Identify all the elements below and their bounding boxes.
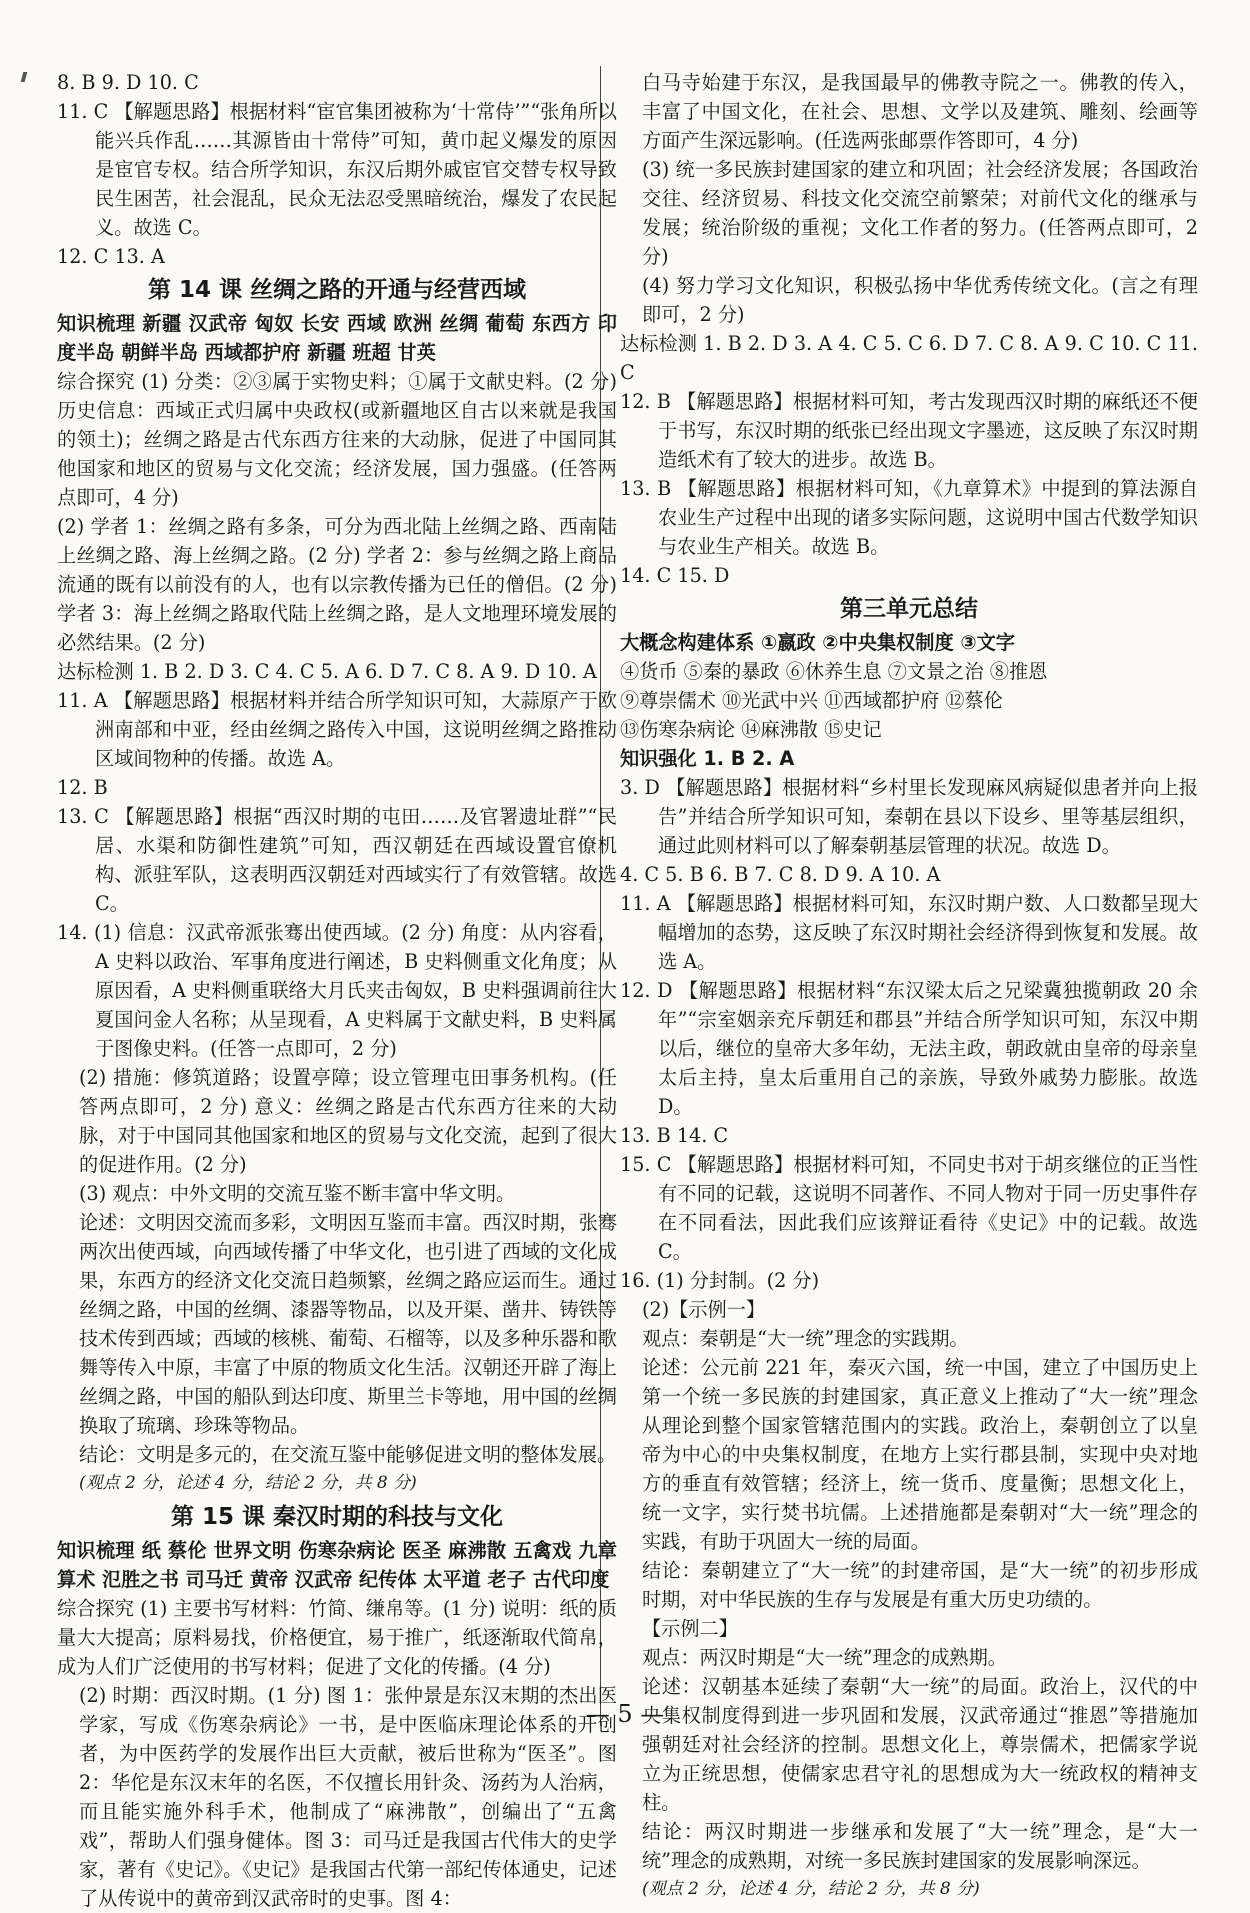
answer-line: 14. C 15. D xyxy=(620,564,730,587)
example-2-view: 观点：两汉时期是“大一统”理念的成熟期。 xyxy=(642,1646,1007,1669)
page-number: — 5 — xyxy=(585,1700,665,1728)
example-1-view: 观点：秦朝是“大一统”理念的实践期。 xyxy=(642,1327,969,1350)
inquiry-15-continued: 白马寺始建于东汉，是我国最早的佛教寺院之一。佛教的传入，丰富了中国文化，在社会、思想、文学以及建筑、雕刻、绘画等方面产生深远影响。(任选两张邮票作答即可，4 分) xyxy=(642,71,1198,152)
answer-11: 11. C 【解题思路】根据材料“宦官集团被称为‘十常侍’”“张角所以能兴兵作乱……其源皆由十常侍”可知，黄巾起义爆发的原因是宦官专权。结合所学知识，东汉后期外戚宦官交替专权导致民生困苦，社会混乱，民众无法忍受黑暗统治，爆发了农民起义。故选 C。 xyxy=(57,100,617,239)
comprehensive-inquiry-14-2: (2) 学者 1：丝绸之路有多条，可分为西北陆上丝绸之路、西南陆上丝绸之路、海上丝绸之路。(2 分) 学者 2：参与丝绸之路上商品流通的既有以前没有的人，也有以宗教传播为已任的僧侣。(2 分) 学者 3：海上丝绸之路取代陆上丝绸之路，是人文地理环境发展的必然结果。(2 分) xyxy=(57,515,617,654)
answer-14-conclusion: 结论：文明是多元的，在交流互鉴中能够促进文明的整体发展。 xyxy=(79,1443,617,1466)
example-1-label: (2)【示例一】 xyxy=(642,1298,766,1321)
knowledge-review-15: 知识梳理 纸 蔡伦 世界文明 伤寒杂病论 医圣 麻沸散 五禽戏 九章算术 氾胜之书 司马迁 黄帝 汉武帝 纪传体 太平道 老子 古代印度 xyxy=(57,1539,617,1591)
summary-answer-11: 11. A 【解题思路】根据材料可知，东汉时期户数、人口数都呈现大幅增加的态势，这反映了东汉时期社会经济得到恢复和发展。故选 A。 xyxy=(620,892,1198,973)
comprehensive-inquiry-15-2: (2) 时期：西汉时期。(1 分) 图 1：张仲景是东汉末期的杰出医学家，写成《伤寒杂病论》一书，是中医临床理论体系的开创者，为中医药学的发展作出巨大贡献，被后世称为“医圣”。图 2：华佗是东汉末年的名医，不仅擅长用针灸、汤药为人治病，而且能实施外科手术，他制成了“麻沸散”，创编出了“五禽戏”，帮助人们强身健体。图 3：司马迁是我国古代伟大的史学家，著有《史记》。《史记》是我国古代第一部纪传体通史，记述了从传说中的黄帝到汉武帝时的史事。图 4： xyxy=(79,1684,617,1910)
concept-system-line: ⑬伤寒杂病论 ⑭麻沸散 ⑮史记 xyxy=(620,718,882,741)
summary-answer-12: 12. D 【解题思路】根据材料“东汉梁太后之兄梁冀独揽朝政 20 余年”“宗室姻亲充斥朝廷和郡县”并结合所学知识可知，东汉中期以后，继位的皇帝大多年幼，无法主政，朝政就由皇帝的母亲皇太后主持，皇太后重用自己的亲族，导致外戚势力膨胀。故选 D。 xyxy=(620,979,1198,1118)
knowledge-review-14: 知识梳理 新疆 汉武帝 匈奴 长安 西域 欧洲 丝绸 葡萄 东西方 印度半岛 朝鲜半岛 西域都护府 新疆 班超 甘英 xyxy=(57,312,617,364)
comprehensive-inquiry-14-1: 综合探究 (1) 分类：②③属于实物史料；①属于文献史料。(2 分) 历史信息：西域正式归属中央政权(或新疆地区自古以来就是我国的领土)；丝绸之路是古代东西方往来的大动脉，促进了中国同其他国家和地区的贸易与文化交流；经济发展，国力强盛。(任答两点即可，4 分) xyxy=(57,370,617,509)
right-column xyxy=(620,68,1198,1904)
answer-11-14: 11. A 【解题思路】根据材料并结合所学知识可知，大蒜原产于欧洲南部和中亚，经由丝绸之路传入中国，这说明丝绸之路推动区域间物种的传播。故选 A。 xyxy=(57,689,617,770)
answer-line: 8. B 9. D 10. C xyxy=(57,71,199,94)
answer-line: 4. C 5. B 6. B 7. C 8. D 9. A 10. A xyxy=(620,863,941,886)
score-note: (观点 2 分，论述 4 分，结论 2 分，共 8 分) xyxy=(642,1879,980,1899)
example-2-argument: 论述：汉朝基本延续了秦朝“大一统”的局面。政治上，汉代的中央集权制度得到进一步巩固和发展，汉武帝通过“推恩”等措施加强朝廷对社会经济的控制。思想文化上，尊崇儒术，把儒家学说立为正统思想，使儒家忠君守礼的思想成为大一统政权的精神支柱。 xyxy=(642,1675,1198,1814)
answer-14-argument: 论述：文明因交流而多彩，文明因互鉴而丰富。西汉时期，张骞两次出使西域，向西域传播了中华文化，也引进了西域的文化成果，东西方的经济文化交流日趋频繁，丝绸之路应运而生。通过丝绸之路，中国的丝绸、漆器等物品，以及开渠、凿井、铸铁等技术传到西域；西域的核桃、葡萄、石榴等，以及多种乐器和歌舞等传入中原，丰富了中原的物质文化生活。汉朝还开辟了海上丝绸之路，中国的船队到达印度、斯里兰卡等地，用中国的丝绸换取了琉璃、珍珠等物品。 xyxy=(79,1211,617,1437)
standard-test-14: 达标检测 1. B 2. D 3. C 4. C 5. A 6. D 7. C 8. A 9. D 10. A xyxy=(57,660,597,683)
answer-line: 12. C 13. A xyxy=(57,245,165,268)
concept-system-line: ⑨尊崇儒术 ⑩光武中兴 ⑪西域都护府 ⑫蔡伦 xyxy=(620,689,1003,712)
answer-14-1: 14. (1) 信息：汉武帝派张骞出使西域。(2 分) 角度：从内容看，A 史料以政治、军事角度进行阐述，B 史料侧重文化角度；从原因看，A 史料侧重联络大月氏夹击匈奴，B 史料强调前往大夏国问金人名称；从呈现看，A 史料属于文献史料，B 史料属于图像史料。(任答一点即可，2 分) xyxy=(57,921,617,1060)
answer-12-14: 12. B xyxy=(57,776,108,799)
example-2-conclusion: 结论：两汉时期进一步继承和发展了“大一统”理念，是“大一统”理念的成熟期，对统一多民族封建国家的发展影响深远。 xyxy=(642,1820,1198,1872)
answer-12-15: 12. B 【解题思路】根据材料可知，考古发现西汉时期的麻纸还不便于书写，东汉时期的纸张已经出现文字墨迹，这反映了东汉时期造纸术有了较大的进步。故选 B。 xyxy=(620,390,1198,471)
answer-13-14: 13. C 【解题思路】根据“西汉时期的屯田……及官署遗址群”“民居、水渠和防御性建筑”可知，西汉朝廷在西域设置官僚机构、派驻军队，这表明西汉朝廷对西域实行了有效管辖。故选 C。 xyxy=(57,805,617,915)
example-2-label: 【示例二】 xyxy=(642,1617,738,1640)
unit-3-summary-title: 第三单元总结 xyxy=(840,596,978,622)
answer-line: 13. B 14. C xyxy=(620,1124,729,1147)
inquiry-15-3: (3) 统一多民族封建国家的建立和巩固；社会经济发展；各国政治交往、经济贸易、科技文化交流空前繁荣；对前代文化的继承与发展；统治阶级的重视；文化工作者的努力。(任答两点即可，2 分) xyxy=(642,158,1198,268)
lesson-15-title: 第 15 课 秦汉时期的科技与文化 xyxy=(170,1504,504,1530)
answer-13-15: 13. B 【解题思路】根据材料可知，《九章算术》中提到的算法源自农业生产过程中出现的诸多实际问题，这说明中国古代数学知识与农业生产相关。故选 B。 xyxy=(620,477,1198,558)
inquiry-15-4: (4) 努力学习文化知识，积极弘扬中华优秀传统文化。(言之有理即可，2 分) xyxy=(642,274,1198,326)
summary-answer-16-1: 16. (1) 分封制。(2 分) xyxy=(620,1269,820,1292)
concept-system-line: ④货币 ⑤秦的暴政 ⑥休养生息 ⑦文景之治 ⑧推恩 xyxy=(620,660,1048,683)
answer-14-3: (3) 观点：中外文明的交流互鉴不断丰富中华文明。 xyxy=(79,1182,516,1205)
example-1-conclusion: 结论：秦朝建立了“大一统”的封建帝国，是“大一统”的初步形成时期，对中华民族的生存与发展是有重大历史功绩的。 xyxy=(642,1559,1198,1611)
lesson-14-title: 第 14 课 丝绸之路的开通与经营西域 xyxy=(147,277,527,303)
summary-answer-3: 3. D 【解题思路】根据材料“乡村里长发现麻风病疑似患者并向上报告”并结合所学知识可知，秦朝在县以下设乡、里等基层组织，通过此则材料可以了解秦朝基层管理的状况。故选 D。 xyxy=(620,776,1198,857)
example-1-argument: 论述：公元前 221 年，秦灭六国，统一中国，建立了中国历史上第一个统一多民族的封建国家，真正意义上推动了“大一统”理念从理论到整个国家管辖范围内的实践。政治上，秦朝创立了以皇帝为中心的中央集权制度，在地方上实行郡县制，实现中央对地方的垂直有效管辖；经济上，统一货币、度量衡；思想文化上，统一文字，实行焚书坑儒。上述措施都是秦朝对“大一统”理念的实践，有助于巩固大一统的局面。 xyxy=(642,1356,1198,1553)
left-column xyxy=(57,68,617,1913)
concept-system-line: 大概念构建体系 ①嬴政 ②中央集权制度 ③文字 xyxy=(620,631,1015,654)
knowledge-reinforce: 知识强化 1. B 2. A xyxy=(620,747,795,770)
comprehensive-inquiry-15-1: 综合探究 (1) 主要书写材料：竹简、缣帛等。(1 分) 说明：纸的质量大大提高；原料易找，价格便宜，易于推广，纸逐渐取代简帛，成为人们广泛使用的书写材料；促进了文化的传播。(4 分) xyxy=(57,1597,617,1678)
standard-test-15: 达标检测 1. B 2. D 3. A 4. C 5. C 6. D 7. C 8. A 9. C 10. C 11. C xyxy=(620,332,1198,384)
summary-answer-15: 15. C 【解题思路】根据材料可知，不同史书对于胡亥继位的正当性有不同的记载，这说明不同著作、不同人物对于同一历史事件存在不同看法，因此我们应该辩证看待《史记》中的记载。故选 C。 xyxy=(620,1153,1198,1263)
answer-14-2: (2) 措施：修筑道路；设置亭障；设立管理屯田事务机构。(任答两点即可，2 分) 意义：丝绸之路是古代东西方往来的大动脉，对于中国同其他国家和地区的贸易与文化交流，起到了很大的促进作用。(2 分) xyxy=(79,1066,617,1176)
score-note: (观点 2 分，论述 4 分，结论 2 分，共 8 分) xyxy=(79,1473,417,1493)
corner-mark xyxy=(21,72,28,82)
